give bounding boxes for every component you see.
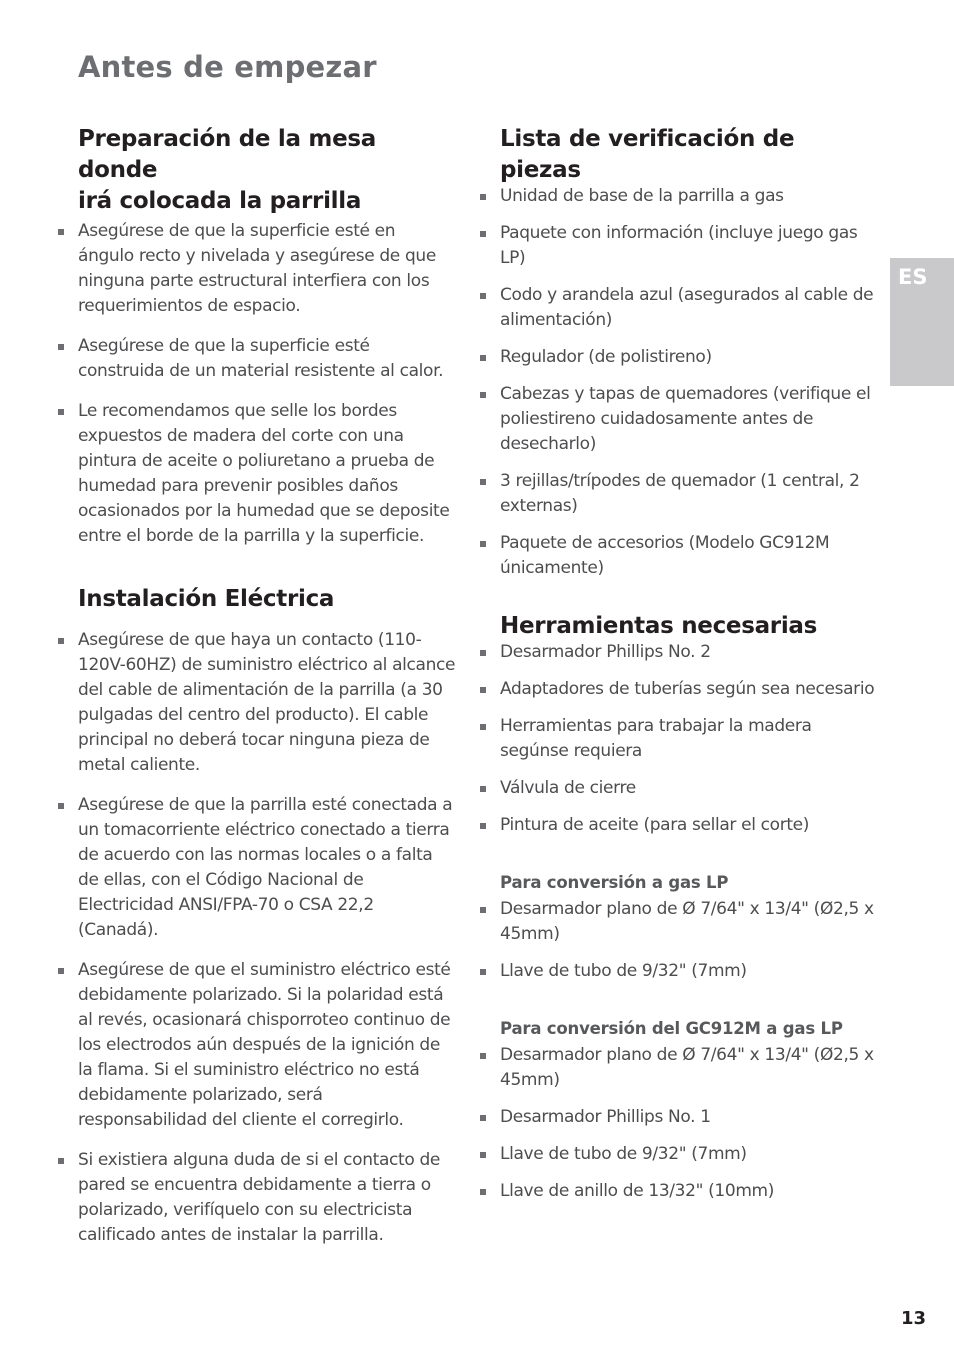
list-item-text: Llave de tubo de 9/32" (7mm) <box>500 961 747 981</box>
list-item-text: Asegúrese de que la superficie esté construida de un material resistente al calor. <box>78 336 444 381</box>
bullet-icon <box>480 786 486 792</box>
bullet-icon <box>480 1189 486 1195</box>
list-item-text: Adaptadores de tuberías según sea necesario <box>500 679 875 699</box>
right-column <box>500 124 878 1216</box>
page-title: Antes de empezar <box>78 50 377 84</box>
list-item <box>500 221 878 271</box>
language-tab-label: ES <box>898 265 928 289</box>
page-number: 13 <box>900 1308 926 1329</box>
bullet-icon <box>480 231 486 237</box>
list-item-text: Le recomendamos que selle los bordes expuestos de madera del corte con una pintura de aceite o poliuretano a prueba de humedad para prevenir posibles daños ocasionados por la humedad que se deposite entre el borde de la parrilla y la superficie. <box>78 401 450 546</box>
list-item-text: Unidad de base de la parrilla a gas <box>500 186 784 206</box>
list-item-text: Asegúrese de que la superficie esté en ángulo recto y nivelada y asegúrese de que ninguna parte estructural interfiera con los requerimientos de espacio. <box>78 221 436 316</box>
bullet-icon <box>58 638 64 644</box>
bullet-icon <box>480 907 486 913</box>
list-item <box>78 219 456 319</box>
list-item <box>78 334 456 384</box>
list-item <box>500 382 878 457</box>
list-item-text: Llave de tubo de 9/32" (7mm) <box>500 1144 747 1164</box>
electrical-list <box>78 628 456 1248</box>
bullet-icon <box>480 392 486 398</box>
list-item-text: Paquete con información (incluye juego gas LP) <box>500 223 858 268</box>
list-item <box>500 959 878 984</box>
section-title-line: irá colocada la parrilla <box>78 188 362 214</box>
list-item-text: Asegúrese de que el suministro eléctrico esté debidamente polarizado. Si la polaridad está al revés, ocasionará chisporroteo continuo de los electrodos aún después de la ignición de la flama. Si el suministro eléctrico no está debidamente polarizado, será responsabilidad del cliente el corregirlo. <box>78 960 451 1130</box>
section-title-table-prep <box>78 124 456 217</box>
list-item <box>500 184 878 209</box>
list-item-text: Asegúrese de que la parrilla esté conectada a un tomacorriente eléctrico conectado a tierra de acuerdo con las normas locales o a falta de ellas, con el Código Nacional de Electricidad ANSI/FPA-70 o CSA 22,2 (Canadá). <box>78 795 453 940</box>
list-item-text: Cabezas y tapas de quemadores (verifique el poliestireno cuidadosamente antes de desecharlo) <box>500 384 871 454</box>
list-item <box>78 1148 456 1248</box>
bullet-icon <box>480 541 486 547</box>
bullet-icon <box>480 1115 486 1121</box>
list-item <box>78 793 456 943</box>
list-item-text: Desarmador Phillips No. 1 <box>500 1107 711 1127</box>
list-item-text: Regulador (de polistireno) <box>500 347 712 367</box>
tools-list <box>500 640 878 838</box>
list-item <box>500 283 878 333</box>
subsection-title-lp-conversion: Para conversión a gas LP <box>500 873 729 892</box>
list-item <box>500 640 878 665</box>
section-title-electrical: Instalación Eléctrica <box>78 586 335 612</box>
list-item <box>500 1043 878 1093</box>
section-title-line: Preparación de la mesa donde <box>78 126 377 183</box>
bullet-icon <box>480 479 486 485</box>
list-item-text: Desarmador plano de Ø 7/64" x 13/4" (Ø2,5 x 45mm) <box>500 1045 874 1090</box>
list-item <box>78 399 456 549</box>
list-item <box>500 776 878 801</box>
bullet-icon <box>480 355 486 361</box>
list-item-text: 3 rejillas/trípodes de quemador (1 central, 2 externas) <box>500 471 860 516</box>
bullet-icon <box>58 1158 64 1164</box>
table-prep-list <box>78 219 456 549</box>
list-item-text: Herramientas para trabajar la madera segúnse requiera <box>500 716 812 761</box>
language-tab <box>890 258 954 386</box>
bullet-icon <box>480 293 486 299</box>
list-item <box>500 897 878 947</box>
list-item <box>500 714 878 764</box>
list-item <box>78 628 456 778</box>
list-item <box>500 345 878 370</box>
list-item-text: Válvula de cierre <box>500 778 636 798</box>
list-item-text: Llave de anillo de 13/32" (10mm) <box>500 1181 775 1201</box>
section-title-tools: Herramientas necesarias <box>500 613 818 639</box>
bullet-icon <box>58 409 64 415</box>
bullet-icon <box>480 969 486 975</box>
list-item <box>500 1105 878 1130</box>
list-item <box>500 1142 878 1167</box>
bullet-icon <box>58 803 64 809</box>
list-item <box>500 1179 878 1204</box>
bullet-icon <box>58 968 64 974</box>
bullet-icon <box>480 724 486 730</box>
left-column <box>78 124 456 1263</box>
list-item <box>500 813 878 838</box>
list-item-text: Si existiera alguna duda de si el contacto de pared se encuentra debidamente a tierra o polarizado, verifíquelo con su electricista calificado antes de instalar la parrilla. <box>78 1150 441 1245</box>
list-item-text: Asegúrese de que haya un contacto (110-120V-60HZ) de suministro eléctrico al alcance del cable de alimentación de la parrilla (a 30 pulgadas del centro del producto). El cable principal no deberá tocar ninguna pieza de metal caliente. <box>78 630 456 775</box>
bullet-icon <box>480 1152 486 1158</box>
list-item-text: Paquete de accesorios (Modelo GC912M únicamente) <box>500 533 830 578</box>
list-item-text: Codo y arandela azul (asegurados al cable de alimentación) <box>500 285 874 330</box>
bullet-icon <box>480 650 486 656</box>
list-item-text: Desarmador plano de Ø 7/64" x 13/4" (Ø2,5 x 45mm) <box>500 899 874 944</box>
list-item <box>500 469 878 519</box>
lp-conversion-list <box>500 897 878 984</box>
bullet-icon <box>58 229 64 235</box>
section-title-parts-checklist: Lista de verificación de piezas <box>500 126 795 183</box>
subsection-title-gc912m-lp-conversion: Para conversión del GC912M a gas LP <box>500 1019 843 1038</box>
list-item-text: Desarmador Phillips No. 2 <box>500 642 711 662</box>
bullet-icon <box>480 823 486 829</box>
bullet-icon <box>480 194 486 200</box>
list-item <box>500 531 878 581</box>
list-item <box>78 958 456 1133</box>
bullet-icon <box>58 344 64 350</box>
list-item-text: Pintura de aceite (para sellar el corte) <box>500 815 810 835</box>
bullet-icon <box>480 1053 486 1059</box>
gc912m-lp-conversion-list <box>500 1043 878 1204</box>
parts-checklist <box>500 184 878 581</box>
bullet-icon <box>480 687 486 693</box>
list-item <box>500 677 878 702</box>
